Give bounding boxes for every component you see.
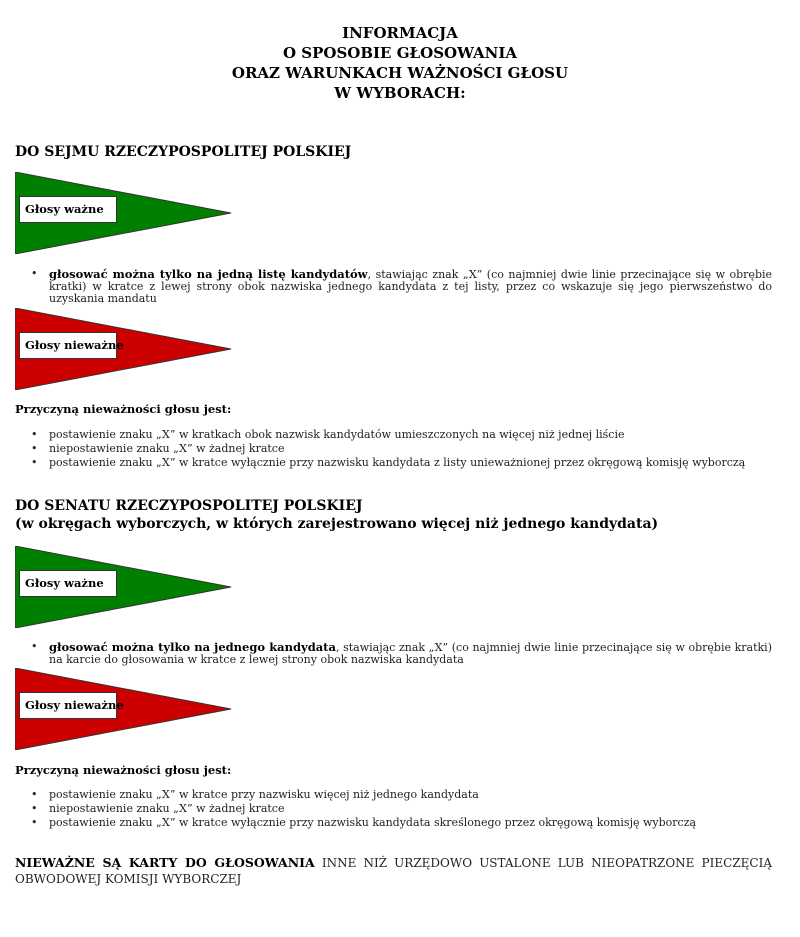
sejm-valid-label: Głosy ważne <box>19 196 117 223</box>
sejm-invalid-label: Głosy nieważne <box>19 332 117 359</box>
document-title <box>0 23 800 103</box>
list-item: • postawienie znaku „X” w kratce przy nazwisku więcej niż jednego kandydata <box>0 788 800 802</box>
list-item <box>0 641 800 666</box>
senat-invalid-pennant <box>15 668 233 750</box>
senat-valid-bold: głosować można tylko na jednego kandydata <box>49 640 336 654</box>
sejm-heading: DO SEJMU RZECZYPOSPOLITEJ POLSKIEJ <box>15 144 352 160</box>
list-item <box>0 268 800 305</box>
title-line-2: O SPOSOBIE GŁOSOWANIA <box>282 44 518 62</box>
senat-valid-pennant <box>15 546 233 628</box>
title-line-3: ORAZ WARUNKACH WAŻNOŚCI GŁOSU <box>231 64 569 82</box>
senat-subheading: (w okręgach wyborczych, w których zarejestrowano więcej niż jednego kandydata) <box>15 516 659 532</box>
sejm-cause-label: Przyczyną nieważności głosu jest: <box>15 402 232 416</box>
title-line-4: W WYBORACH: <box>334 84 466 102</box>
senat-valid-rules <box>0 641 800 666</box>
senat-valid-label: Głosy ważne <box>19 570 117 597</box>
title-line-1: INFORMACJA <box>342 24 458 42</box>
senat-cause-label: Przyczyną nieważności głosu jest: <box>15 763 232 777</box>
footer-text: INNE NIŻ URZĘDOWO USTALONE LUB NIEOPATRZONE PIECZĘCIĄ OBWODOWEJ KOMISJI WYBORCZEJ <box>15 856 772 886</box>
senat-causes-list <box>0 788 800 830</box>
list-item: • postawienie znaku „X” w kratce wyłącznie przy nazwisku kandydata skreślonego przez okręgową komisję wyborczą <box>0 816 800 830</box>
senat-valid-text: , stawiając znak „X” (co najmniej dwie linie przecinające się w obrębie kratki) na karcie do głosowania w kratce z lewej strony obok nazwiska kandydata <box>49 641 772 666</box>
footer-notice <box>15 855 772 887</box>
list-item: • niepostawienie znaku „X” w żadnej kratce <box>0 802 800 816</box>
sejm-valid-rules <box>0 268 800 305</box>
sejm-valid-text: , stawiając znak „X” (co najmniej dwie linie przecinające się w obrębie kratki) w kratce z lewej strony obok nazwiska jednego kandydata z tej listy, przez co wskazuje się jego pierwszeństwo do uzyskania mandatu <box>49 268 773 305</box>
senat-invalid-label: Głosy nieważne <box>19 692 117 719</box>
sejm-valid-pennant <box>15 172 233 254</box>
sejm-causes-list <box>0 428 800 470</box>
footer-bold: NIEWAŻNE SĄ KARTY DO GŁOSOWANIA <box>15 855 315 870</box>
senat-heading: DO SENATU RZECZYPOSPOLITEJ POLSKIEJ <box>15 498 363 514</box>
list-item: • postawienie znaku „X” w kratce wyłącznie przy nazwisku kandydata z listy unieważnionej przez okręgową komisję wyborczą <box>0 456 800 470</box>
sejm-valid-bold: głosować można tylko na jedną listę kandydatów <box>49 267 368 281</box>
sejm-invalid-pennant <box>15 308 233 390</box>
list-item: • postawienie znaku „X” w kratkach obok nazwisk kandydatów umieszczonych na więcej niż jednej liście <box>0 428 800 442</box>
list-item: • niepostawienie znaku „X” w żadnej kratce <box>0 442 800 456</box>
